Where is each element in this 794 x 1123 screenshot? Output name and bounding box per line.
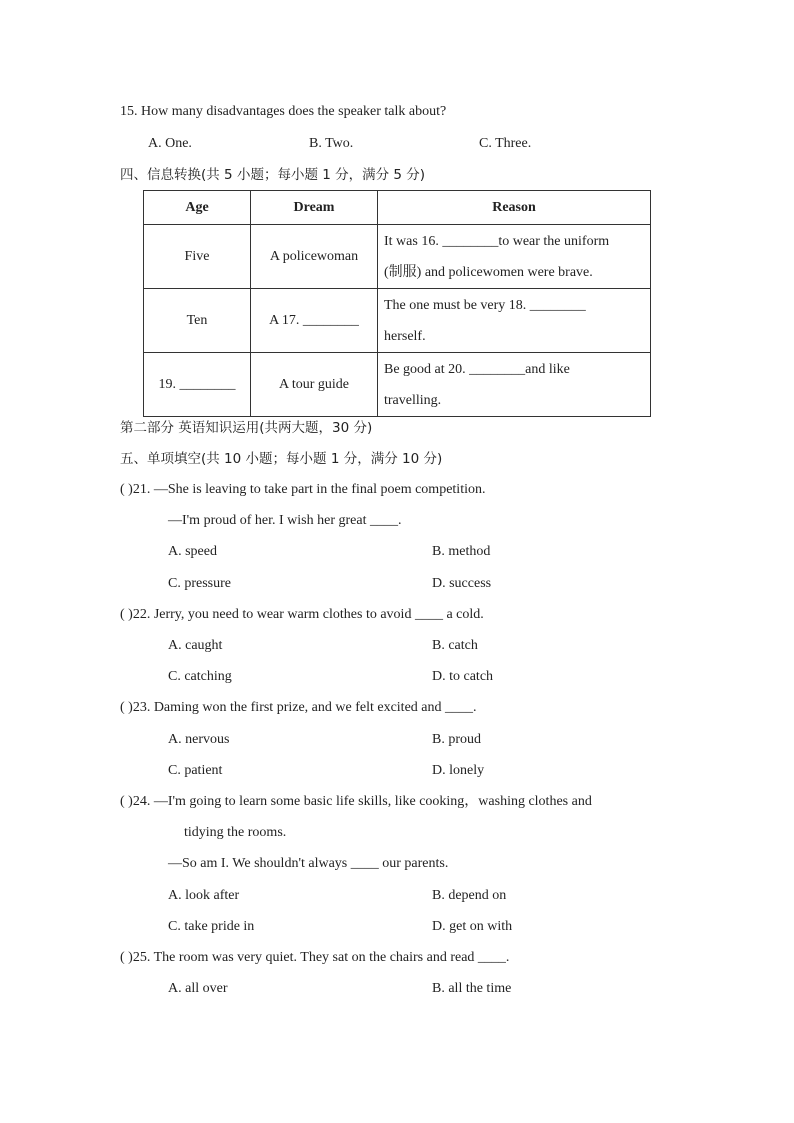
- option-a: A. One.: [148, 136, 192, 151]
- cell-reason: [378, 289, 651, 353]
- option-b: B. all the time: [432, 981, 512, 996]
- info-table: [143, 190, 651, 417]
- cell-dream: A policewoman: [251, 225, 378, 289]
- question-15: 15. How many disadvantages does the speaker talk about?: [120, 104, 447, 119]
- table-header-row: [144, 191, 651, 225]
- question-21: ( )21. —She is leaving to take part in the final poem competition.: [120, 482, 486, 497]
- header-dream: Dream: [251, 191, 378, 225]
- cell-dream: A tour guide: [251, 353, 378, 417]
- option-a: A. caught: [168, 638, 223, 653]
- option-b: B. proud: [432, 732, 481, 747]
- reason-line: It was 16. ________to wear the uniform: [384, 233, 610, 249]
- option-d: D. lonely: [432, 763, 485, 778]
- cell-age: 19. ________: [144, 353, 251, 417]
- table-row: [144, 289, 651, 353]
- reason-line: travelling.: [384, 392, 442, 408]
- option-a: A. look after: [168, 888, 240, 903]
- reason-line: herself.: [384, 328, 426, 344]
- option-a: A. speed: [168, 544, 217, 559]
- question-24-cont: tidying the rooms.: [184, 825, 287, 840]
- cell-reason: [378, 225, 651, 289]
- option-b: B. catch: [432, 638, 478, 653]
- reason-line: (制服) and policewomen were brave.: [384, 264, 593, 280]
- option-c: C. take pride in: [168, 919, 255, 934]
- option-a: A. nervous: [168, 732, 230, 747]
- question-22: ( )22. Jerry, you need to wear warm clothes to avoid ____ a cold.: [120, 607, 484, 622]
- question-21-reply: —I'm proud of her. I wish her great ____.: [168, 513, 402, 528]
- option-b: B. Two.: [309, 136, 354, 151]
- option-d: D. success: [432, 576, 492, 591]
- option-c: C. patient: [168, 763, 223, 778]
- question-24: ( )24. —I'm going to learn some basic life skills, like cooking，washing clothes and: [120, 794, 592, 809]
- cell-reason: [378, 353, 651, 417]
- question-24-reply: —So am I. We shouldn't always ____ our parents.: [168, 856, 449, 871]
- reason-line: The one must be very 18. ________: [384, 297, 586, 313]
- reason-line: Be good at 20. ________and like: [384, 361, 570, 377]
- cell-age: Five: [144, 225, 251, 289]
- cell-dream: A 17. ________: [251, 289, 378, 353]
- part-2-heading: 第二部分 英语知识运用(共两大题，30 分): [120, 420, 373, 436]
- table-row: [144, 353, 651, 417]
- header-age: Age: [144, 191, 251, 225]
- option-c: C. pressure: [168, 576, 231, 591]
- section-5-heading: 五、单项填空(共 10 小题；每小题 1 分，满分 10 分): [120, 451, 443, 467]
- option-d: D. get on with: [432, 919, 513, 934]
- header-reason: Reason: [378, 191, 651, 225]
- option-b: B. method: [432, 544, 491, 559]
- table-row: [144, 225, 651, 289]
- option-c: C. catching: [168, 669, 232, 684]
- option-b: B. depend on: [432, 888, 507, 903]
- question-23: ( )23. Daming won the first prize, and we felt excited and ____.: [120, 700, 477, 715]
- option-c: C. Three.: [479, 136, 532, 151]
- section-4-heading: 四、信息转换(共 5 小题；每小题 1 分，满分 5 分): [120, 167, 426, 183]
- cell-age: Ten: [144, 289, 251, 353]
- question-25: ( )25. The room was very quiet. They sat on the chairs and read ____.: [120, 950, 510, 965]
- option-a: A. all over: [168, 981, 228, 996]
- option-d: D. to catch: [432, 669, 494, 684]
